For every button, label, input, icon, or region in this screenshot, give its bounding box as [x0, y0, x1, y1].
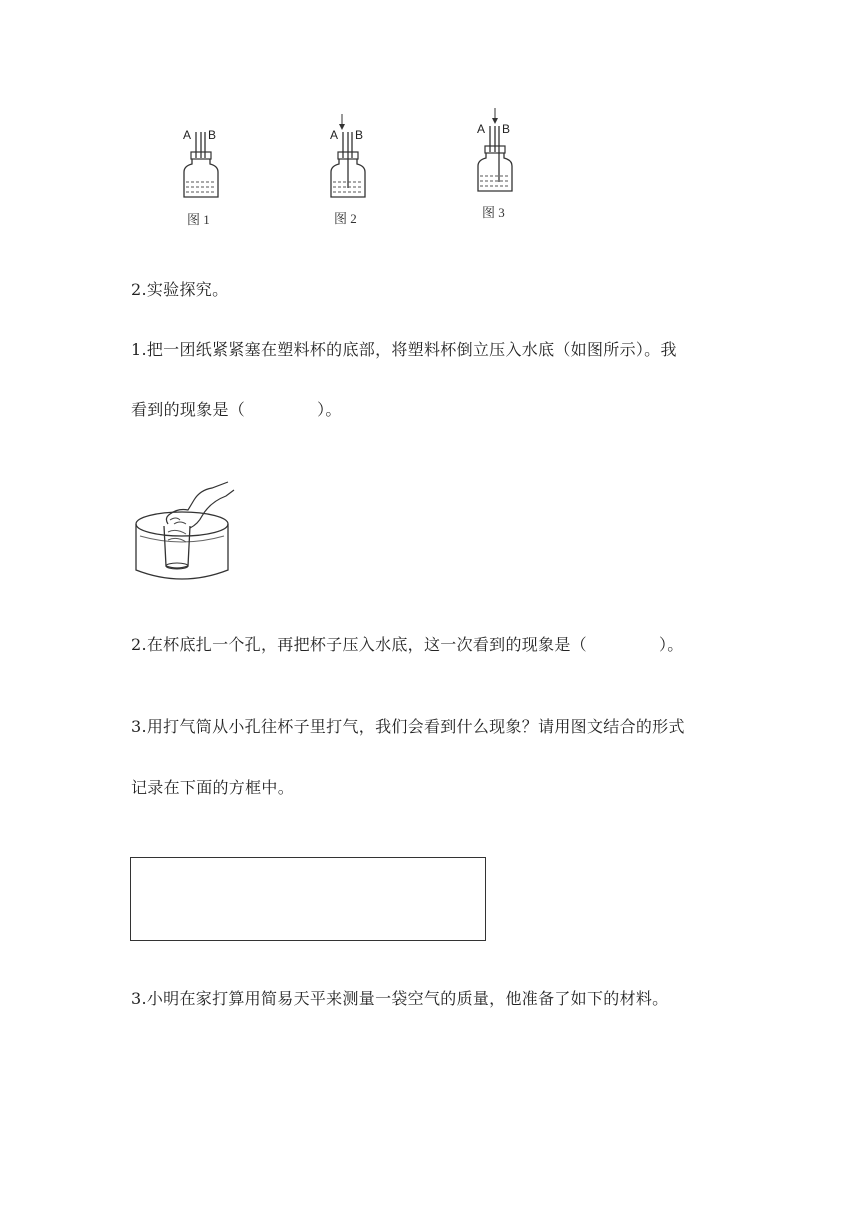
figure-3-caption: 图 3: [482, 205, 505, 220]
question-2: [131, 635, 684, 655]
section-2-title: 2.实验探究。: [131, 280, 229, 299]
question-2-suffix: ）。: [658, 635, 684, 654]
answer-drawing-box[interactable]: [130, 857, 486, 941]
question-1-suffix: ）。: [317, 400, 342, 419]
question-1-prefix: 看到的现象是（: [131, 400, 246, 419]
figure-3-label-b: B: [502, 122, 511, 136]
figure-2: [325, 112, 375, 228]
figure-1: [178, 124, 228, 228]
cup-in-water-illustration: [130, 480, 240, 590]
question-3-line-1: 3.用打气筒从小孔往杯子里打气，我们会看到什么现象？请用图文结合的形式: [131, 717, 685, 736]
figure-1-label-b: B: [208, 128, 217, 142]
figure-3-label-a: A: [477, 122, 486, 136]
figure-2-label-a: A: [330, 128, 339, 142]
figure-2-label-b: B: [355, 128, 364, 142]
question-1-line-1: 1.把一团纸紧紧塞在塑料杯的底部，将塑料杯倒立压入水底（如图所示）。我: [131, 340, 677, 359]
figure-3: [472, 106, 522, 224]
figure-1-label-a: A: [183, 128, 192, 142]
question-1-line-2: [131, 400, 342, 420]
question-2-prefix: 2.在杯底扎一个孔，再把杯子压入水底，这一次看到的现象是（: [131, 635, 587, 654]
question-3-line-2: 记录在下面的方框中。: [131, 778, 295, 797]
figure-1-caption: 图 1: [187, 212, 210, 227]
section-3-title: 3.小明在家打算用简易天平来测量一袋空气的质量，他准备了如下的材料。: [131, 989, 669, 1008]
figure-2-caption: 图 2: [334, 211, 357, 226]
